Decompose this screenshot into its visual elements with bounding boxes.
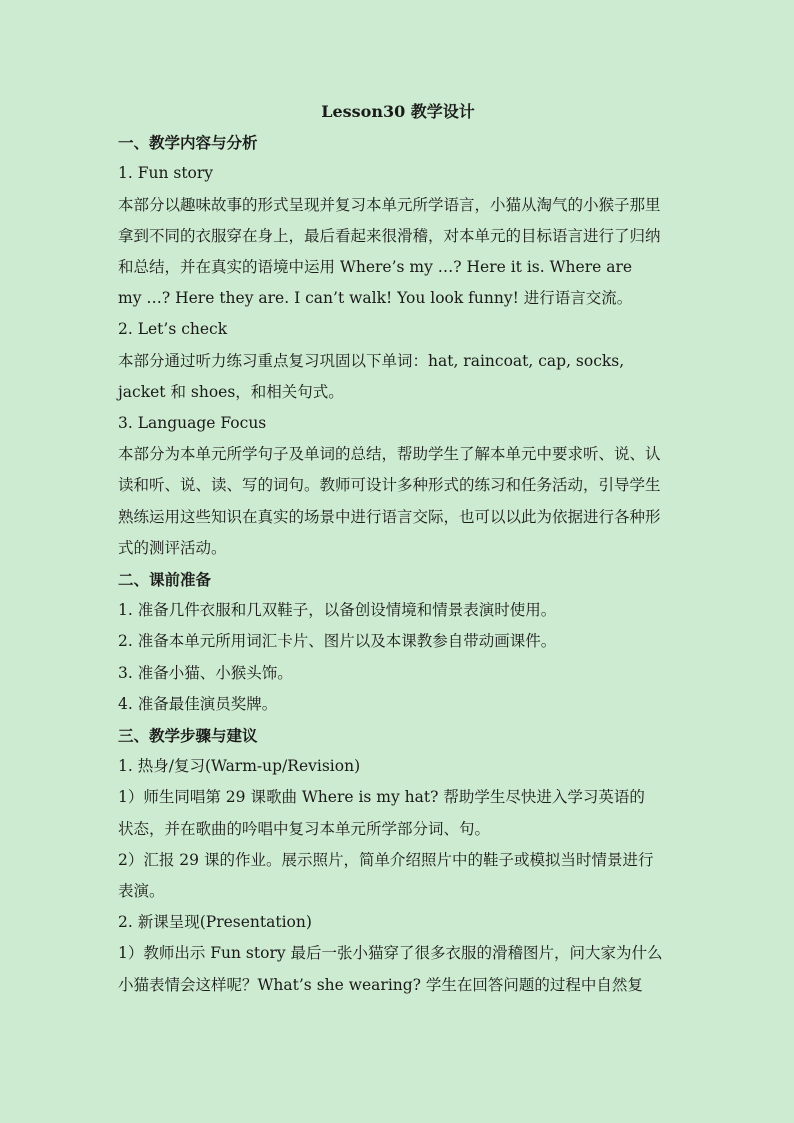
section-heading: 二、课前准备: [118, 570, 212, 590]
subheading: 2. 新课呈现(Presentation): [118, 913, 312, 932]
subheading: 2. Let’s check: [118, 320, 228, 339]
paragraph-line: 拿到不同的衣服穿在身上，最后看起来很滑稽，对本单元的目标语言进行了归纳: [118, 226, 661, 245]
subheading: 3. Language Focus: [118, 414, 267, 433]
paragraph-line: 读和听、说、读、写的词句。教师可设计多种形式的练习和任务活动，引导学生: [118, 476, 661, 495]
paragraph-line: 本部分为本单元所学句子及单词的总结，帮助学生了解本单元中要求听、说、认: [118, 445, 661, 464]
subheading: 1. Fun story: [118, 164, 214, 183]
page-title: Lesson30 教学设计: [321, 102, 475, 121]
paragraph-line: 熟练运用这些知识在真实的场景中进行语言交际，也可以以此为依据进行各种形: [118, 507, 661, 526]
paragraph-line: 表演。: [118, 882, 165, 901]
paragraph-line: 和总结，并在真实的语境中运用 Where’s my …? Here it is. Where are: [118, 258, 633, 276]
section-heading: 一、教学内容与分析: [118, 133, 258, 153]
paragraph-line: 状态，并在歌曲的吟唱中复习本单元所学部分词、句。: [118, 819, 491, 838]
list-item: 3. 准备小猫、小猴头饰。: [118, 663, 293, 682]
subheading: 1. 热身/复习(Warm-up/Revision): [118, 757, 361, 776]
document-page: [118, 96, 678, 1001]
list-item: 2. 准备本单元所用词汇卡片、图片以及本课教参自带动画课件。: [118, 632, 557, 651]
paragraph-line: 本部分以趣味故事的形式呈现并复习本单元所学语言，小猫从淘气的小猴子那里: [118, 195, 661, 214]
paragraph-line: 小猫表情会这样呢？What’s she wearing? 学生在回答问题的过程中自然复: [118, 975, 643, 994]
paragraph-line: 2）汇报 29 课的作业。展示照片，简单介绍照片中的鞋子或模拟当时情景进行: [118, 850, 654, 869]
list-item: 1. 准备几件衣服和几双鞋子，以备创设情境和情景表演时使用。: [118, 601, 557, 620]
paragraph-line: 本部分通过听力练习重点复习巩固以下单词：hat, raincoat, cap, socks,: [118, 351, 625, 370]
list-item: 4. 准备最佳演员奖牌。: [118, 694, 278, 713]
paragraph-line: 式的测评活动。: [118, 538, 227, 557]
paragraph-line: my …? Here they are. I can’t walk! You look funny! 进行语言交流。: [118, 289, 633, 308]
paragraph-line: jacket 和 shoes，和相关句式。: [118, 382, 344, 401]
section-heading: 三、教学步骤与建议: [118, 726, 258, 746]
paragraph-line: 1）师生同唱第 29 课歌曲 Where is my hat? 帮助学生尽快进入学习英语的: [118, 788, 645, 807]
paragraph-line: 1）教师出示 Fun story 最后一张小猫穿了很多衣服的滑稽图片，问大家为什么: [118, 944, 663, 963]
